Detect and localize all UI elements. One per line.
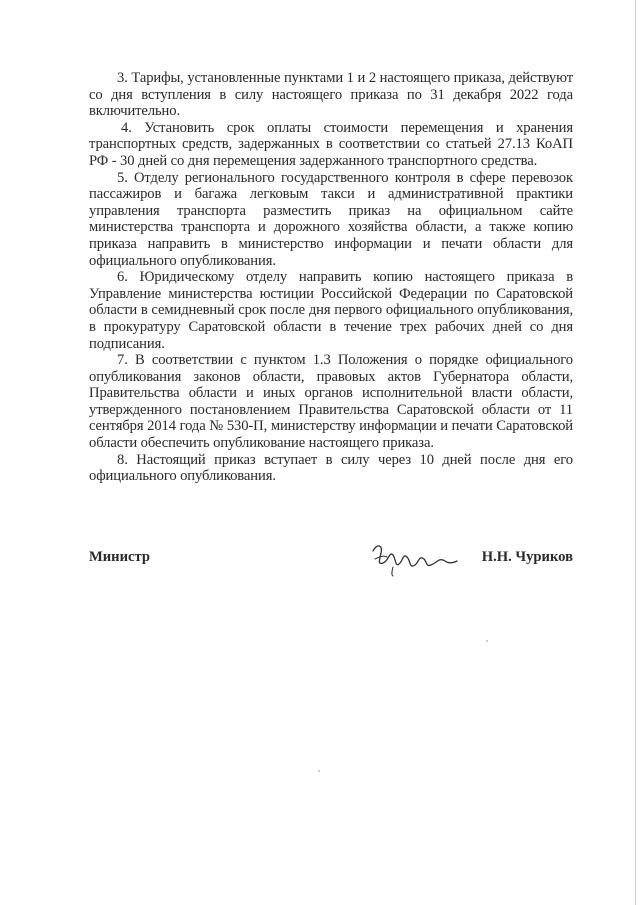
signatory-role: Министр [89, 549, 150, 565]
page-edge [635, 0, 636, 905]
signatory-name: Н.Н. Чуриков [481, 549, 573, 565]
handwritten-signature [369, 537, 459, 577]
scan-speck [486, 640, 488, 642]
signature-block [89, 541, 573, 581]
paragraph-3: 3. Тарифы, установленные пунктами 1 и 2 настоящего приказа, действуют со дня вступления в силу настоящего приказа по 31 декабря 2022 года включительно. [89, 70, 573, 120]
order-body [89, 70, 573, 485]
scan-speck [318, 770, 320, 772]
paragraph-7: 7. В соответствии с пунктом 1.3 Положения о порядке официального опубликования законов области, правовых актов Губернатора области, Правительства области и иных органов исполнительной власти области, утвержденного постановлением Правительства Саратовской области от 11 сентября 2014 года № 530-П, министерству информации и печати Саратовской области обеспечить опубликование настоящего приказа. [89, 352, 573, 452]
paragraph-6: 6. Юридическому отделу направить копию настоящего приказа в Управление министерства юстиции Российской Федерации по Саратовской области в семидневный срок после дня первого официального опубликования, в прокуратуру Саратовской области в течение трех рабочих дней со дня подписания. [89, 269, 573, 352]
paragraph-5: 5. Отделу регионального государственного контроля в сфере перевозок пассажиров и багажа легковым такси и административной практики управления транспорта разместить приказ на официальном сайте министерства транспорта и дорожного хозяйства области, а также копию приказа направить в министерство информации и печати области для официального опубликования. [89, 169, 573, 269]
paragraph-8: 8. Настоящий приказ вступает в силу через 10 дней после дня его официального опубликования. [89, 451, 573, 485]
paragraph-4: 4. Установить срок оплаты стоимости перемещения и хранения транспортных средств, задержанных в соответствии со статьей 27.13 КоАП РФ - 30 дней со дня перемещения задержанного транспортного средства. [89, 119, 573, 169]
